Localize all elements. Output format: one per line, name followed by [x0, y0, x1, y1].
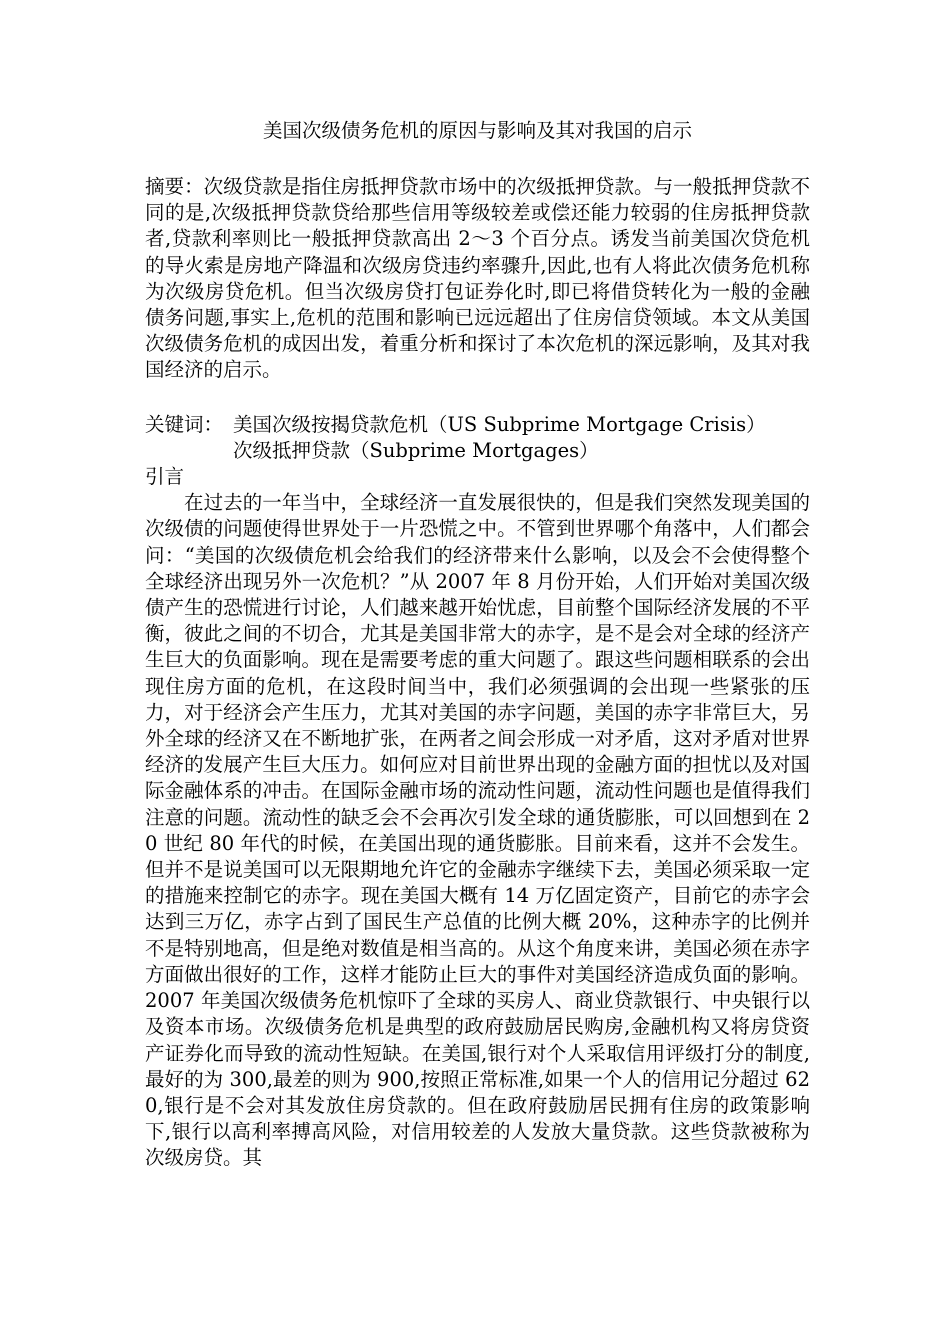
keywords-label: 关键词： — [145, 412, 224, 436]
keyword-item: 次级抵押贷款（Subprime Mortgages） — [233, 438, 599, 462]
keywords-label-spacer — [145, 438, 233, 464]
keywords-block — [145, 412, 810, 464]
intro-heading: 引言 — [145, 465, 185, 489]
document-title: 美国次级债务危机的原因与影响及其对我国的启示 — [262, 119, 692, 142]
document-page — [145, 118, 810, 1172]
keywords-row-2 — [145, 438, 810, 464]
intro-paragraph: 在过去的一年当中，全球经济一直发展很快的，但是我们突然发现美国的次级债的问题使得世界处于一片恐慌之中。不管到世界哪个角落中，人们都会问：“美国的次级债危机会给我们的经济带来什么影响，以及会不会使得整个全球经济出现另外一次危机？”从 2007 年 8 月份开始，人们开始对美国次级债产生的恐慌进行讨论，人们越来越开始忧虑，目前整个国际经济发展的不平衡，彼此之间的不切合，尤其是美国非常大的赤字，是不是会对全球的经济产生巨大的负面影响。现在是需要考虑的重大问题了。跟这些问题相联系的会出现住房方面的危机，在这段时间当中，我们必须强调的会出现一些紧张的压力，对于经济会产生压力，尤其对美国的赤字问题，美国的赤字非常巨大，另外全球的经济又在不断地扩张，在两者之间会形成一对矛盾，这对矛盾对世界经济的发展产生巨大压力。如何应对目前世界出现的金融方面的担忧以及对国际金融体系的冲击。在国际金融市场的流动性问题，流动性问题也是值得我们注意的问题。流动性的缺乏会不会再次引发全球的通货膨胀，可以回想到在 20 世纪 80 年代的时候，在美国出现的通货膨胀。目前来看，这并不会发生。但并不是说美国可以无限期地允许它的金融赤字继续下去，美国必须采取一定的措施来控制它的赤字。现在美国大概有 14 万亿固定资产，目前它的赤字会达到三万亿，赤字占到了国民生产总值的比例大概 20%，这种赤字的比例并不是特别地高，但是绝对数值是相当高的。从这个角度来讲，美国必须在赤字方面做出很好的工作，这样才能防止巨大的事件对美国经济造成负面的影响。2007 年美国次级债务危机惊吓了全球的买房人、商业贷款银行、中央银行以及资本市场。次级债务危机是典型的政府鼓励居民购房,金融机构又将房贷资产证券化而导致的流动性短缺。在美国,银行对个人采取信用评级打分的制度,最好的为 300,最差的则为 900,按照正常标准,如果一个人的信用记分超过 620,银行是不会对其发放住房贷款的。但在政府鼓励居民拥有住房的政策影响下,银行以高利率搏高风险，对信用较差的人发放大量贷款。这些贷款被称为次级房贷。其 — [145, 491, 810, 1170]
keyword-item: 美国次级按揭贷款危机（US Subprime Mortgage Crisis） — [233, 412, 766, 436]
abstract-paragraph: 摘要：次级贷款是指住房抵押贷款市场中的次级抵押贷款。与一般抵押贷款不同的是,次级抵押贷款贷给那些信用等级较差或偿还能力较弱的住房抵押贷款者,贷款利率则比一般抵押贷款高出 2～3 个百分点。诱发当前美国次贷危机的导火索是房地产降温和次级房贷违约率骤升,因此,也有人将此次债务危机称为次级房贷危机。但当次级房贷打包证券化时,即已将借贷转化为一般的金融债务问题,事实上,危机的范围和影响已远远超出了住房信贷领域。本文从美国次级债务危机的成因出发，着重分析和探讨了本次危机的深远影响，及其对我国经济的启示。 — [145, 175, 810, 382]
keywords-row-1 — [145, 412, 810, 438]
